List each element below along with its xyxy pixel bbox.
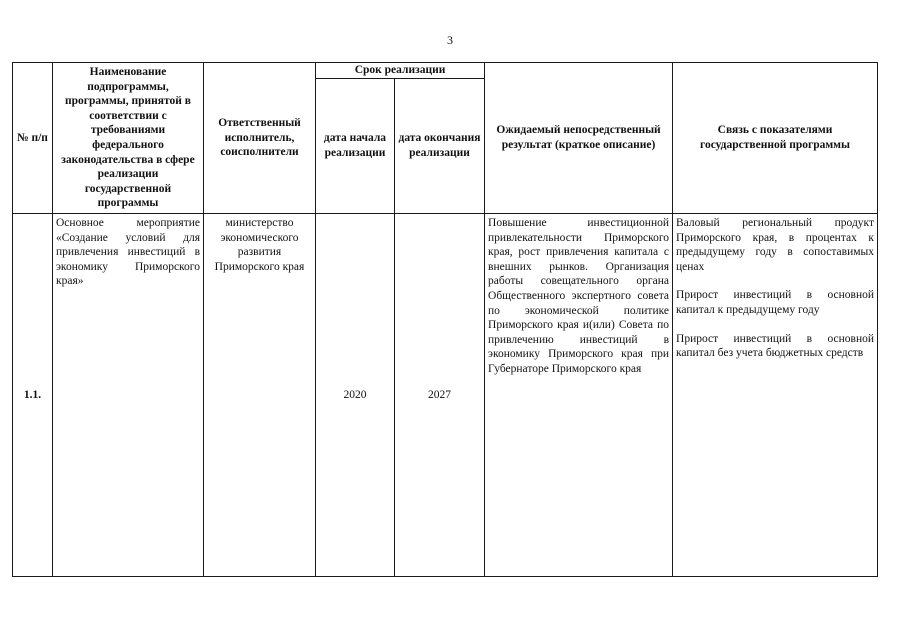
header-end: дата окончания реализации: [395, 79, 485, 214]
row-num: 1.1.: [13, 214, 53, 577]
header-start: дата начала реализации: [316, 79, 395, 214]
row-name: Основное мероприятие «Создание условий для привлечения инвестиций в экономику Приморского края»: [53, 214, 204, 577]
link-indicator: Прирост инвестиций в основной капитал без учета бюджетных средств: [676, 332, 875, 360]
header-num: № п/п: [13, 63, 53, 214]
header-period: Срок реализации: [316, 63, 485, 79]
table-row: [13, 214, 878, 577]
link-indicator: Прирост инвестиций в основной капитал к предыдущему году: [676, 289, 875, 316]
link-indicator: Валовый региональный продукт Приморского края, в процентах к предыдущему году в сопоставимых ценах: [676, 217, 875, 273]
row-end-year: 2027: [395, 214, 485, 577]
header-result: Ожидаемый непосредственный результат (краткое описание): [485, 63, 673, 214]
row-links: [673, 214, 878, 577]
page-number: 3: [447, 33, 453, 47]
program-table: [12, 62, 878, 577]
row-start-year: 2020: [316, 214, 395, 577]
header-link: Связь с показателями государственной программы: [673, 63, 878, 214]
row-responsible: министерство экономического развития Приморского края: [204, 214, 316, 577]
header-name: Наименование подпрограммы, программы, принятой в соответствии с требованиями федерального законодательства в сфере реализации государственной программы: [53, 63, 204, 214]
header-responsible: Ответственный исполнитель, соисполнители: [204, 63, 316, 214]
row-result: Повышение инвестиционной привлекательности Приморского края, рост привлечения капитала с внешних рынков. Организация работы совещательного органа Общественного экспертного совета по экономической политике Приморского края и(или) Совета по привлечению инвестиций в экономику Приморского края при Губернаторе Приморского края: [485, 214, 673, 577]
